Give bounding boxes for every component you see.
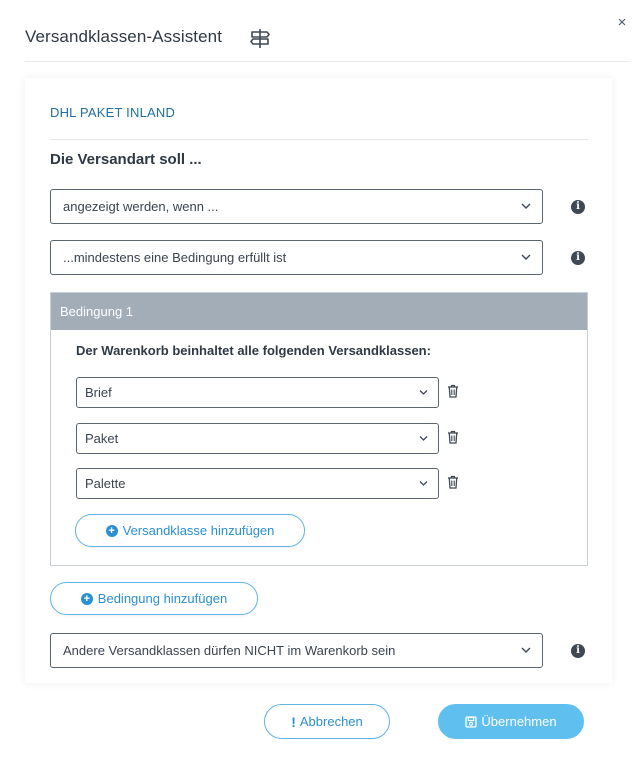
other-classes-select-value: Andere Versandklassen dürfen NICHT im Warenkorb sein <box>63 643 396 658</box>
condition-header: Bedingung 1 <box>51 293 587 330</box>
apply-label: Übernehmen <box>481 714 557 729</box>
plus-circle-icon: + <box>106 525 118 537</box>
save-icon <box>465 716 477 728</box>
chevron-down-icon <box>521 646 531 654</box>
rule-card <box>25 78 612 683</box>
section-divider <box>50 139 588 140</box>
visibility-select-value: angezeigt werden, wenn ... <box>63 199 219 214</box>
add-shipping-class-button[interactable] <box>75 514 305 547</box>
close-icon[interactable]: × <box>617 14 627 31</box>
add-condition-label: Bedingung hinzufügen <box>97 591 228 606</box>
dialog-title: Versandklassen-Assistent <box>25 27 223 46</box>
info-icon[interactable]: i <box>571 200 585 214</box>
add-shipping-class-label: Versandklasse hinzufügen <box>122 523 275 538</box>
condition-description: Der Warenkorb beinhaltet alle folgenden Versandklassen: <box>76 343 431 358</box>
header-divider <box>25 61 629 62</box>
cancel-button[interactable] <box>264 704 390 739</box>
shipping-class-value: Brief <box>85 385 112 400</box>
shipping-class-select-paket[interactable] <box>76 423 439 454</box>
info-icon[interactable]: i <box>571 251 585 265</box>
shipping-class-select-brief[interactable] <box>76 377 439 408</box>
trash-icon[interactable] <box>447 384 459 398</box>
signpost-icon <box>249 27 271 49</box>
visibility-select[interactable] <box>50 189 543 224</box>
section-title: DHL PAKET INLAND <box>50 105 176 120</box>
other-classes-select[interactable] <box>50 633 543 668</box>
apply-button[interactable] <box>438 704 584 739</box>
chevron-down-icon <box>521 202 531 210</box>
chevron-down-icon <box>521 253 531 261</box>
shipping-class-value: Palette <box>85 476 126 491</box>
chevron-down-icon <box>419 435 428 442</box>
chevron-down-icon <box>419 389 428 396</box>
cancel-label: Abbrechen <box>299 714 363 729</box>
condition-mode-select[interactable] <box>50 240 543 275</box>
plus-circle-icon: + <box>81 593 93 605</box>
shipping-class-select-palette[interactable] <box>76 468 439 499</box>
exclamation-icon: ! <box>291 713 296 730</box>
condition-box <box>50 292 588 566</box>
shipping-class-value: Paket <box>85 431 119 446</box>
trash-icon[interactable] <box>447 475 459 489</box>
condition-mode-select-value: ...mindestens eine Bedingung erfüllt ist <box>63 250 287 265</box>
trash-icon[interactable] <box>447 430 459 444</box>
add-condition-button[interactable] <box>50 582 258 615</box>
rule-subheading: Die Versandart soll ... <box>50 151 202 168</box>
chevron-down-icon <box>419 480 428 487</box>
info-icon[interactable]: i <box>571 644 585 658</box>
